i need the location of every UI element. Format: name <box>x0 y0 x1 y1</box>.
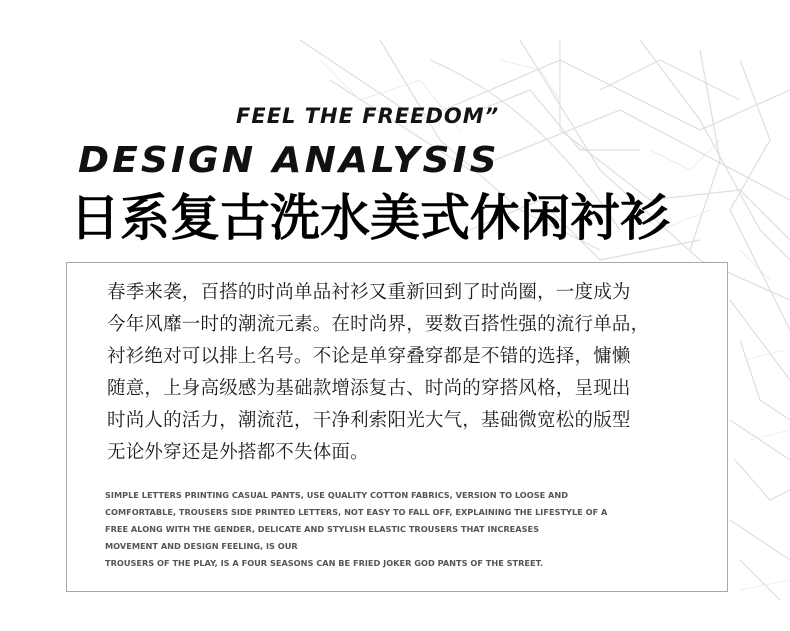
tagline: FEEL THE FREEDOM” <box>236 104 500 128</box>
design-analysis-heading: DESIGN ANALYSIS <box>78 140 500 181</box>
english-description <box>105 487 705 572</box>
description-line: 衬衫绝对可以排上名号。不论是单穿叠穿都是不错的选择，慵懒 <box>107 346 631 367</box>
description-line: 今年风靡一时的潮流元素。在时尚界，要数百搭性强的流行单品， <box>107 314 650 335</box>
english-line: TROUSERS OF THE PLAY, IS A FOUR SEASONS CAN BE FRIED JOKER GOD PANTS OF THE STREET. <box>105 558 544 568</box>
english-line: MOVEMENT AND DESIGN FEELING, IS OUR <box>105 541 298 551</box>
description-line: 时尚人的活力，潮流范，干净利索阳光大气，基础微宽松的版型 <box>107 410 631 431</box>
product-title: 日系复古洗水美式休闲衬衫 <box>70 189 670 247</box>
description-line: 春季来袭，百搭的时尚单品衬衫又重新回到了时尚圈，一度成为 <box>107 282 631 303</box>
description-box <box>66 262 728 592</box>
description-line: 随意，上身高级感为基础款增添复古、时尚的穿搭风格，呈现出 <box>107 378 631 399</box>
chinese-description <box>107 277 697 469</box>
english-line: COMFORTABLE, TROUSERS SIDE PRINTED LETTERS, NOT EASY TO FALL OFF, EXPLAINING THE LIFESTYLE OF A <box>105 507 608 517</box>
english-line: FREE ALONG WITH THE GENDER, DELICATE AND STYLISH ELASTIC TROUSERS THAT INCREASES <box>105 524 539 534</box>
english-line: SIMPLE LETTERS PRINTING CASUAL PANTS, USE QUALITY COTTON FABRICS, VERSION TO LOOSE AND <box>105 490 569 500</box>
description-line: 无论外穿还是外搭都不失体面。 <box>107 442 369 463</box>
